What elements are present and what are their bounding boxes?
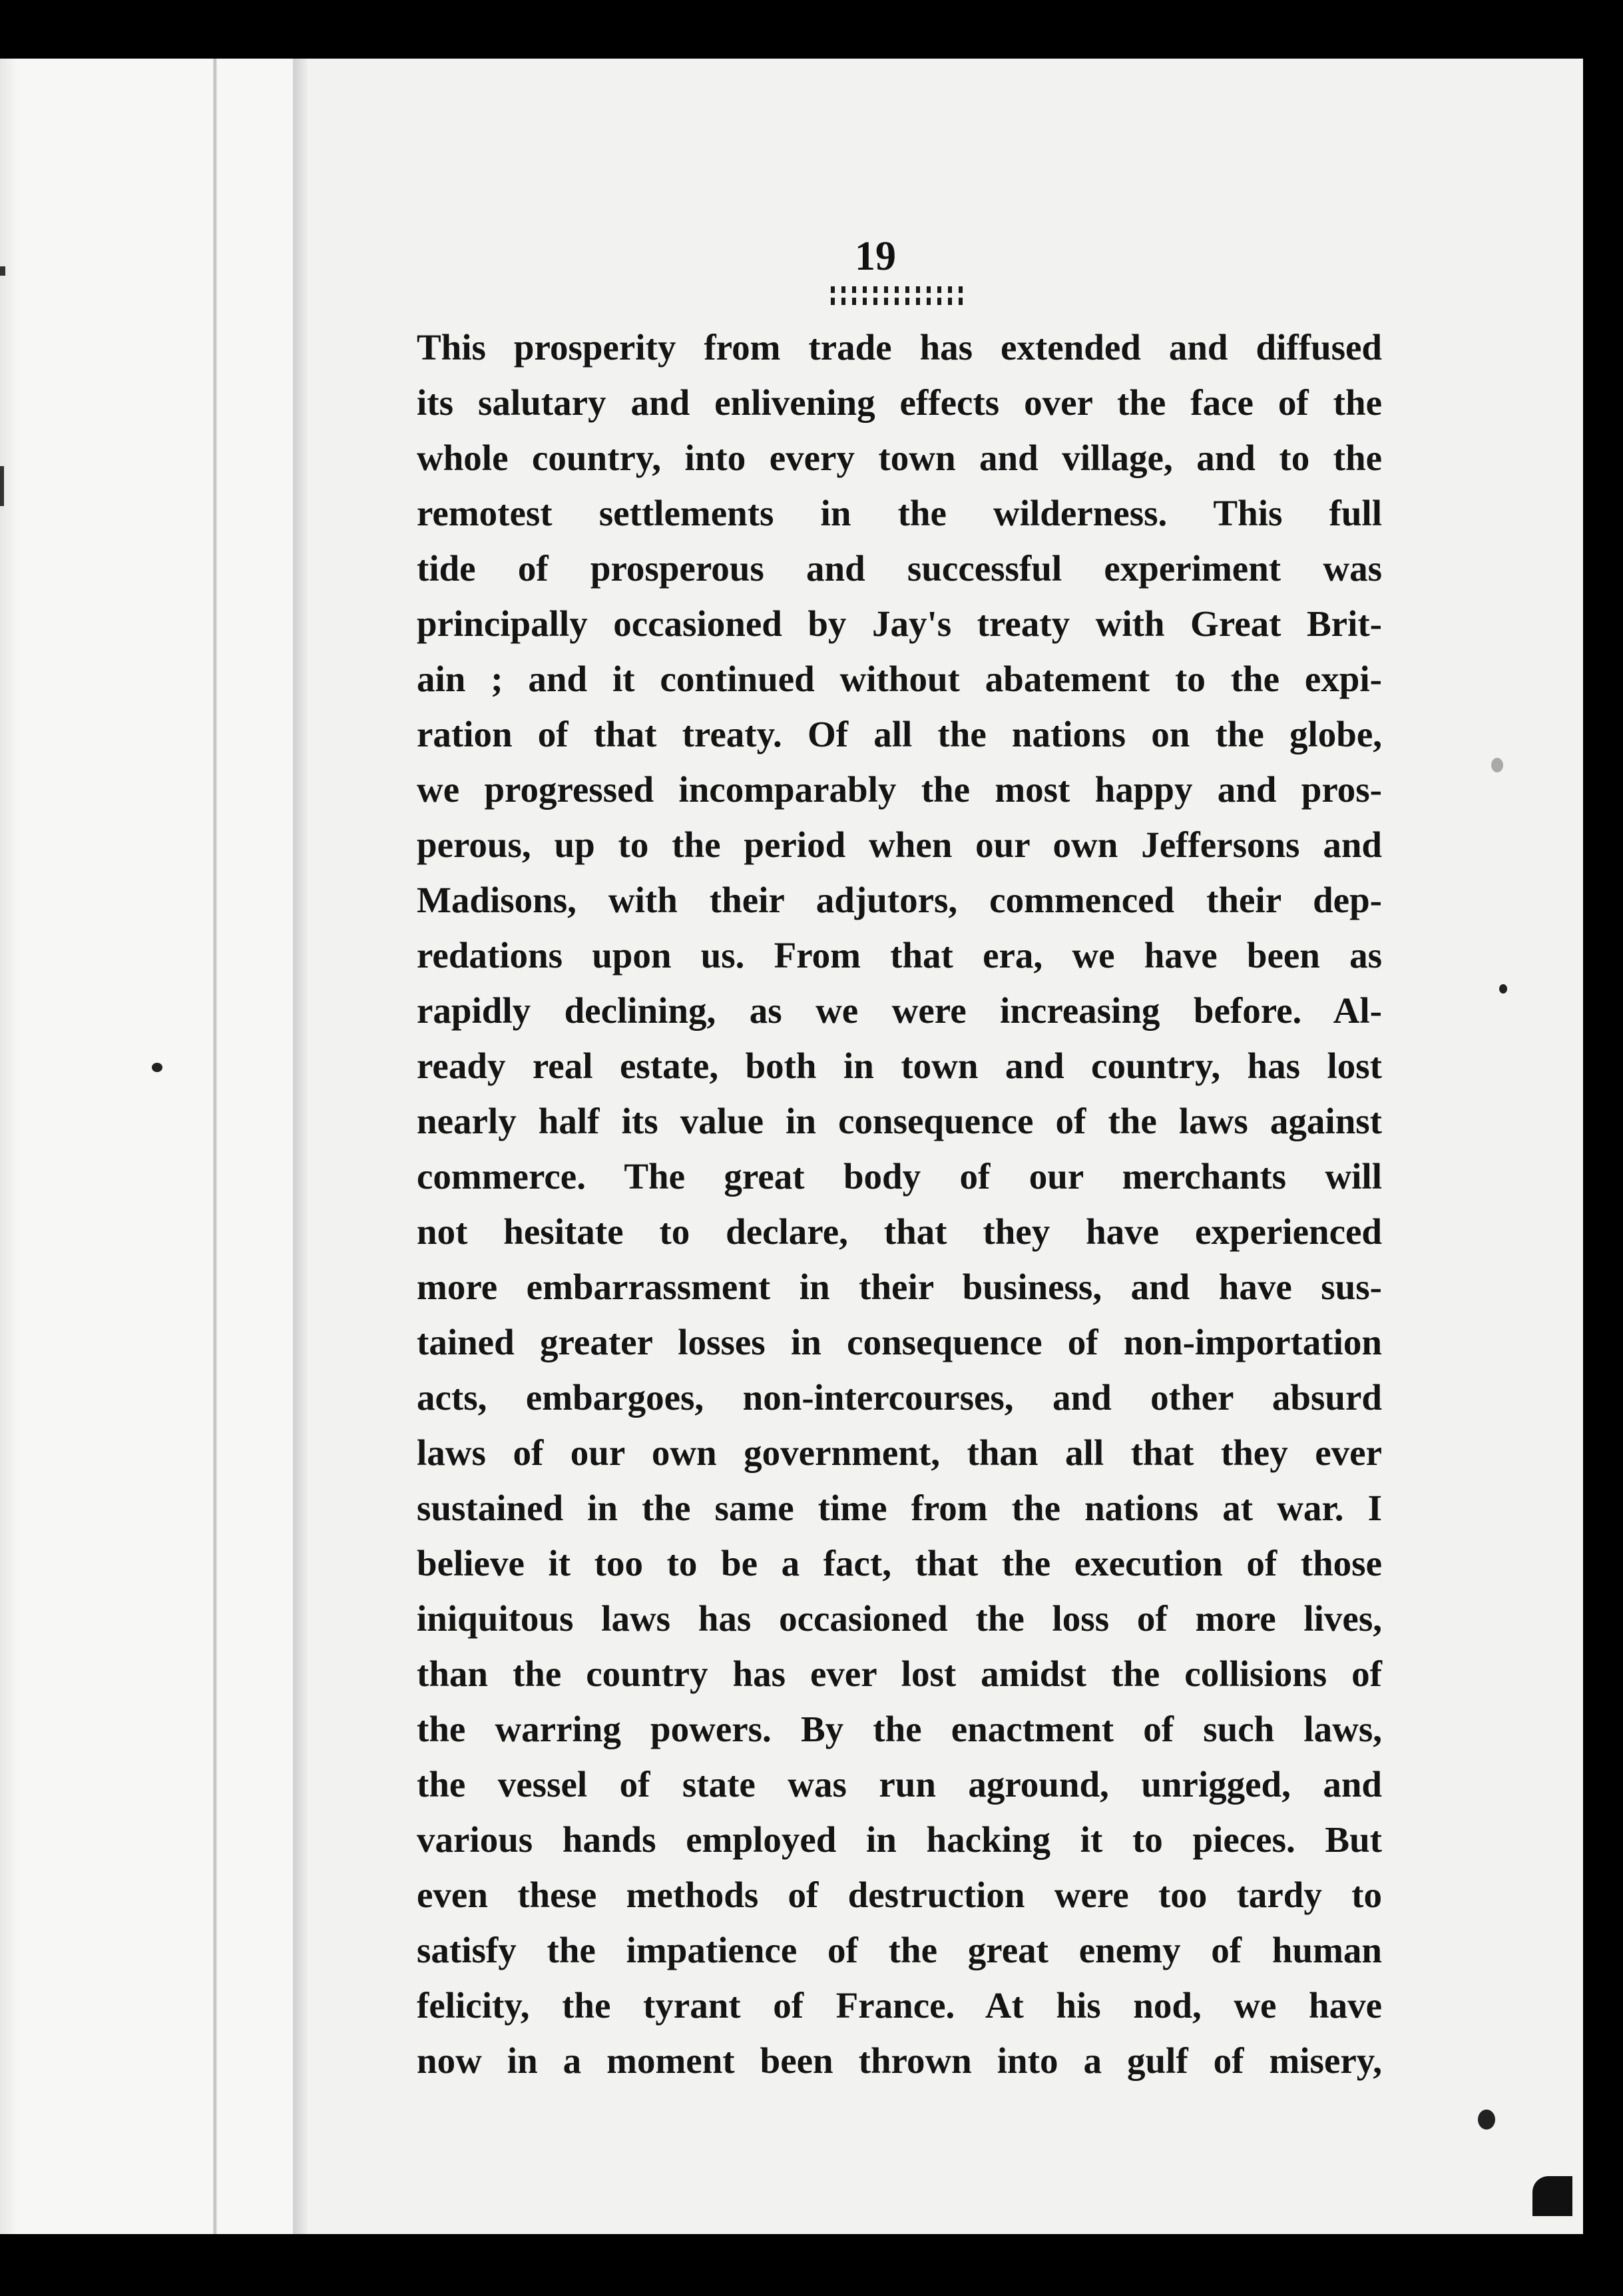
- scan-border-right: [1583, 0, 1623, 2296]
- book-gutter: [293, 59, 308, 2234]
- text-line: nearly half its value in consequence of the laws against: [417, 1101, 1382, 1141]
- text-line: iniquitous laws has occasioned the loss of more lives,: [417, 1598, 1382, 1639]
- ink-speck: [1491, 758, 1503, 772]
- page-body-text: [417, 320, 1382, 2088]
- book-page: [308, 59, 1583, 2234]
- ornamental-rule: [831, 286, 967, 305]
- text-line: Madisons, with their adjutors, commenced their dep-: [417, 880, 1382, 920]
- scan-border-top: [0, 0, 1623, 59]
- ink-speck: [152, 1063, 162, 1072]
- text-line: even these methods of destruction were too tardy to: [417, 1874, 1382, 1915]
- ink-speck: [1478, 2110, 1495, 2130]
- page-crease: [213, 59, 217, 2234]
- text-line: whole country, into every town and village, and to the: [417, 437, 1382, 478]
- text-line: principally occasioned by Jay's treaty with Great Brit-: [417, 603, 1382, 644]
- text-line: tained greater losses in consequence of non-importation: [417, 1322, 1382, 1362]
- text-line: now in a moment been thrown into a gulf of misery,: [417, 2040, 1382, 2081]
- text-line: remotest settlements in the wilderness. This full: [417, 493, 1382, 533]
- text-line: satisfy the impatience of the great enemy of human: [417, 1930, 1382, 1970]
- text-line: ready real estate, both in town and country, has lost: [417, 1045, 1382, 1086]
- text-line: we progressed incomparably the most happy and pros-: [417, 769, 1382, 810]
- margin-mark: [0, 466, 4, 506]
- facing-page-strip: [0, 59, 17, 2234]
- ink-speck: [1499, 984, 1507, 994]
- text-line: tide of prosperous and successful experiment was: [417, 548, 1382, 589]
- text-line: ration of that treaty. Of all the nations on the globe,: [417, 714, 1382, 754]
- text-line: ain ; and it continued without abatement to the expi-: [417, 659, 1382, 699]
- facing-page-edge: [0, 59, 293, 2234]
- text-line: more embarrassment in their business, and have sus-: [417, 1267, 1382, 1307]
- text-line: perous, up to the period when our own Jeffersons and: [417, 824, 1382, 865]
- text-line: laws of our own government, than all that they ever: [417, 1432, 1382, 1473]
- text-line: believe it too to be a fact, that the execution of those: [417, 1543, 1382, 1583]
- text-line: the vessel of state was run aground, unrigged, and: [417, 1764, 1382, 1805]
- margin-mark: [0, 266, 5, 276]
- text-line: commerce. The great body of our merchants will: [417, 1156, 1382, 1197]
- text-line: not hesitate to declare, that they have experienced: [417, 1211, 1382, 1252]
- text-line: felicity, the tyrant of France. At his nod, we have: [417, 1985, 1382, 2026]
- text-line: its salutary and enlivening effects over the face of the: [417, 382, 1382, 423]
- text-line: the warring powers. By the enactment of such laws,: [417, 1709, 1382, 1749]
- text-line: redations upon us. From that era, we have been as: [417, 935, 1382, 976]
- scan-border-bottom: [0, 2234, 1623, 2296]
- text-line: various hands employed in hacking it to pieces. But: [417, 1819, 1382, 1860]
- text-line: acts, embargoes, non-intercourses, and other absurd: [417, 1377, 1382, 1418]
- corner-tear: [1532, 2176, 1572, 2216]
- page-number: 19: [855, 234, 896, 279]
- text-line: sustained in the same time from the nations at war. I: [417, 1488, 1382, 1528]
- text-line: than the country has ever lost amidst the collisions of: [417, 1653, 1382, 1694]
- text-line: This prosperity from trade has extended and diffused: [417, 327, 1382, 368]
- text-line: rapidly declining, as we were increasing before. Al-: [417, 990, 1382, 1031]
